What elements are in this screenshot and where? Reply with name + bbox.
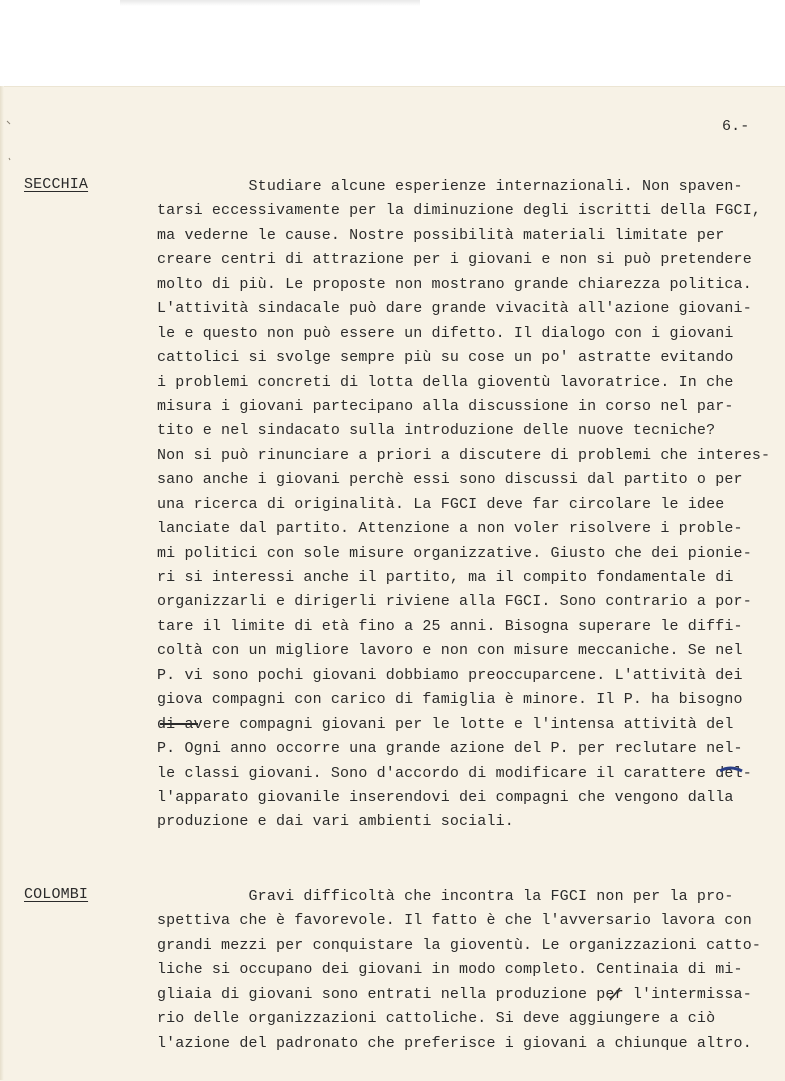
page-edge bbox=[0, 86, 4, 1080]
text-line: i problemi concreti di lotta della gioventù lavoratrice. In che bbox=[157, 373, 734, 391]
text-line: ri si interessi anche il partito, ma il compito fondamentale di bbox=[157, 569, 734, 586]
text-line: le classi giovani. Sono d'accordo di modificare il carattere del- bbox=[157, 764, 752, 782]
text-line: liche si occupano dei giovani in modo completo. Centinaia di mi- bbox=[157, 961, 743, 979]
text-line: misura i giovani partecipano alla discussione in corso nel par- bbox=[157, 397, 734, 415]
text-line: rio delle organizzazioni cattoliche. Si deve aggiungere a ciò bbox=[157, 1010, 716, 1028]
text-line: mi politici con sole misure organizzative. Giusto che dei pionie- bbox=[157, 544, 752, 562]
text-line: ma vederne le cause. Nostre possibilità materiali limitate per bbox=[157, 226, 725, 244]
text-line: tarsi eccessivamente per la diminuzione degli iscritti della FGCI, bbox=[157, 202, 761, 220]
text-line: Gravi difficoltà che incontra la FGCI non per la pro- bbox=[157, 888, 734, 905]
text-line: di avere compagni giovani per le lotte e l'intensa attività del bbox=[157, 715, 734, 733]
text-line: tare il limite di età fino a 25 anni. Bisogna superare le diffi- bbox=[157, 617, 743, 635]
text-line: Non si può rinunciare a priori a discutere di problemi che interes- bbox=[157, 446, 771, 464]
secchia-paragraph bbox=[157, 175, 785, 835]
text-line: cattolici si svolge sempre più su cose un po' astratte evitando bbox=[157, 349, 734, 367]
text-line: organizzarli e dirigerli riviene alla FGCI. Sono contrario a por- bbox=[157, 593, 752, 611]
speaker-colombi: COLOMBI bbox=[24, 886, 89, 903]
text-line: P. vi sono pochi giovani dobbiamo preoccuparcene. L'attività dei bbox=[157, 666, 743, 684]
text-line: creare centri di attrazione per i giovani e non si può pretendere bbox=[157, 251, 752, 269]
colombi-paragraph bbox=[157, 885, 785, 1056]
speaker-secchia: SECCHIA bbox=[24, 176, 89, 193]
text-line: l'apparato giovanile inserendovi dei compagni che vengono dalla bbox=[157, 788, 734, 806]
scan-shadow bbox=[120, 0, 420, 6]
text-line: l'azione del padronato che preferisce i giovani a chiunque altro. bbox=[157, 1034, 752, 1052]
text-line: spettiva che è favorevole. Il fatto è che l'avversario lavora con bbox=[157, 912, 752, 930]
text-line: coltà con un migliore lavoro e non con misure meccaniche. Se nel bbox=[157, 642, 743, 660]
text-line: le e questo non può essere un difetto. Il dialogo con i giovani bbox=[157, 324, 734, 342]
text-line: giova compagni con carico di famiglia è minore. Il P. ha bisogno bbox=[157, 691, 743, 709]
text-line: L'attività sindacale può dare grande vivacità all'azione giovani- bbox=[157, 300, 752, 318]
text-line: gliaia di giovani sono entrati nella produzione per l'intermissa- bbox=[157, 985, 752, 1003]
top-margin bbox=[0, 0, 785, 86]
text-line: Studiare alcune esperienze internazionali. Non spaven- bbox=[157, 178, 743, 195]
text-line: sano anche i giovani perchè essi sono discussi dal partito o per bbox=[157, 471, 743, 489]
text-line: grandi mezzi per conquistare la gioventù. Le organizzazioni catto- bbox=[157, 936, 761, 954]
text-line: una ricerca di originalità. La FGCI deve far circolare le idee bbox=[157, 495, 725, 513]
text-line: P. Ogni anno occorre una grande azione del P. per reclutare nel- bbox=[157, 740, 743, 758]
text-line: molto di più. Le proposte non mostrano grande chiarezza politica. bbox=[157, 275, 752, 293]
page-number: 6.- bbox=[722, 118, 750, 135]
text-line: tito e nel sindacato sulla introduzione delle nuove tecniche? bbox=[157, 422, 716, 440]
text-line: lanciate dal partito. Attenzione a non voler risolvere i proble- bbox=[157, 520, 743, 538]
text-line: produzione e dai vari ambienti sociali. bbox=[157, 813, 514, 831]
